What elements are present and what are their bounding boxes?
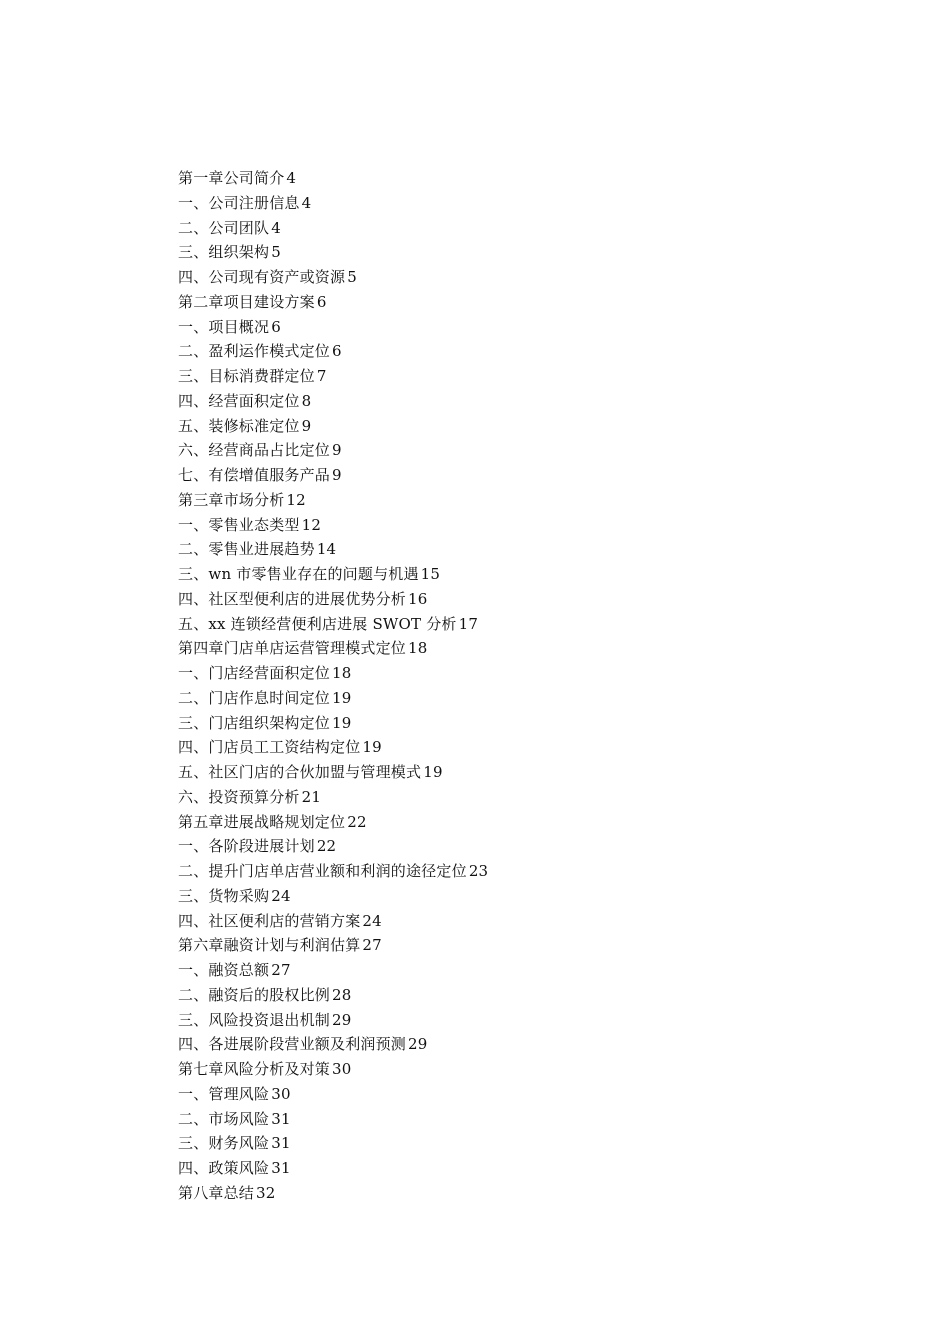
toc-entry-page-number: 16 <box>408 589 428 608</box>
toc-entry-title: 二、市场风险 <box>178 1109 270 1128</box>
toc-entry-title: 二、提升门店单店营业额和利润的途径定位 <box>178 862 467 880</box>
toc-entry-page-number: 24 <box>362 911 382 930</box>
toc-entry[interactable] <box>178 1032 878 1057</box>
toc-entry-page-number: 21 <box>301 787 322 806</box>
toc-entry-page-number: 9 <box>301 416 312 435</box>
toc-entry[interactable] <box>178 1107 878 1132</box>
toc-entry-page-number: 4 <box>286 169 297 187</box>
toc-entry-page-number: 19 <box>362 738 382 757</box>
toc-entry-page-number: 27 <box>362 936 382 955</box>
toc-entry-title: 五、装修标准定位 <box>178 416 300 435</box>
toc-entry-title: 第七章风险分析及对策 <box>178 1060 331 1078</box>
toc-entry-title: 六、经营商品占比定位 <box>178 441 331 460</box>
toc-entry[interactable] <box>178 834 878 859</box>
toc-entry-page-number: 9 <box>332 466 342 484</box>
toc-entry[interactable] <box>178 1181 878 1206</box>
toc-entry-page-number: 15 <box>420 565 441 583</box>
toc-entry[interactable] <box>178 537 878 562</box>
toc-entry-title: 二、融资后的股权比例 <box>178 985 331 1004</box>
toc-entry-page-number: 6 <box>332 342 342 361</box>
toc-entry-title: 四、社区便利店的营销方案 <box>178 911 361 930</box>
toc-entry-page-number: 22 <box>347 812 367 831</box>
toc-entry-title: 四、各进展阶段营业额及利润预测 <box>178 1035 407 1054</box>
toc-entry[interactable] <box>178 612 878 637</box>
toc-entry[interactable] <box>178 884 878 909</box>
toc-entry[interactable] <box>178 1057 878 1082</box>
toc-entry-title: 一、门店经营面积定位 <box>178 664 331 682</box>
toc-entry-title: 二、零售业进展趋势 <box>178 540 315 559</box>
toc-entry-page-number: 14 <box>316 540 337 559</box>
toc-entry[interactable] <box>178 265 878 290</box>
toc-entry-title: 三、wn 市零售业存在的问题与机遇 <box>178 565 419 583</box>
toc-entry-page-number: 4 <box>271 218 281 237</box>
toc-entry[interactable] <box>178 315 878 340</box>
toc-entry[interactable] <box>178 414 878 439</box>
toc-entry-page-number: 29 <box>332 1010 352 1029</box>
toc-entry-page-number: 19 <box>332 713 352 732</box>
toc-entry-page-number: 6 <box>271 317 281 336</box>
toc-entry-title: 二、盈利运作模式定位 <box>178 342 331 361</box>
toc-entry[interactable] <box>178 166 878 191</box>
toc-entry[interactable] <box>178 636 878 661</box>
toc-entry[interactable] <box>178 1082 878 1107</box>
toc-entry-title: 第三章市场分析 <box>178 490 285 509</box>
toc-entry-title: 七、有偿增值服务产品 <box>178 466 331 484</box>
toc-entry-title: 三、门店组织架构定位 <box>178 713 331 732</box>
toc-entry-page-number: 12 <box>286 490 306 509</box>
toc-entry[interactable] <box>178 983 878 1008</box>
toc-entry-page-number: 8 <box>301 391 312 410</box>
toc-entry[interactable] <box>178 1008 878 1033</box>
toc-entry[interactable] <box>178 859 878 884</box>
toc-entry-title: 一、公司注册信息 <box>178 193 300 212</box>
toc-entry[interactable] <box>178 686 878 711</box>
toc-entry-page-number: 6 <box>316 292 327 311</box>
toc-entry[interactable] <box>178 389 878 414</box>
toc-entry[interactable] <box>178 735 878 760</box>
toc-entry[interactable] <box>178 339 878 364</box>
toc-entry-page-number: 19 <box>423 763 443 781</box>
toc-entry-page-number: 29 <box>408 1035 428 1054</box>
toc-entry-title: 二、公司团队 <box>178 218 270 237</box>
toc-entry[interactable] <box>178 1131 878 1156</box>
toc-entry[interactable] <box>178 711 878 736</box>
toc-entry-title: 第八章总结 <box>178 1183 255 1202</box>
toc-entry-page-number: 27 <box>271 961 291 979</box>
toc-entry-page-number: 4 <box>301 193 312 212</box>
toc-entry-title: 五、社区门店的合伙加盟与管理模式 <box>178 763 422 781</box>
toc-entry-page-number: 24 <box>271 886 291 905</box>
toc-entry-title: 一、各阶段进展计划 <box>178 837 315 856</box>
toc-entry-page-number: 7 <box>316 367 327 385</box>
toc-entry-page-number: 31 <box>271 1109 291 1128</box>
toc-entry-page-number: 17 <box>458 614 479 633</box>
toc-entry[interactable] <box>178 191 878 216</box>
toc-entry[interactable] <box>178 562 878 587</box>
toc-entry-title: 三、财务风险 <box>178 1134 270 1153</box>
toc-entry[interactable] <box>178 587 878 612</box>
toc-entry[interactable] <box>178 216 878 241</box>
toc-entry-title: 六、投资预算分析 <box>178 787 300 806</box>
toc-entry-page-number: 5 <box>347 268 357 286</box>
toc-entry-title: 四、门店员工工资结构定位 <box>178 738 361 757</box>
toc-entry-page-number: 9 <box>332 441 342 460</box>
toc-entry[interactable] <box>178 810 878 835</box>
toc-entry-page-number: 12 <box>301 515 322 534</box>
toc-entry-title: 二、门店作息时间定位 <box>178 688 331 707</box>
toc-entry-title: 一、管理风险 <box>178 1084 270 1103</box>
toc-entry-title: 一、零售业态类型 <box>178 515 300 534</box>
toc-entry[interactable] <box>178 513 878 538</box>
toc-entry-page-number: 31 <box>271 1134 291 1153</box>
toc-entry-page-number: 30 <box>271 1084 291 1103</box>
toc-entry-title: 第五章进展战略规划定位 <box>178 812 346 831</box>
toc-entry-title: 第一章公司简介 <box>178 169 285 187</box>
toc-entry-page-number: 5 <box>271 243 281 262</box>
toc-entry[interactable] <box>178 463 878 488</box>
toc-entry[interactable] <box>178 1156 878 1181</box>
toc-entry-page-number: 30 <box>332 1060 352 1078</box>
toc-entry-title: 四、经营面积定位 <box>178 391 300 410</box>
toc-entry[interactable] <box>178 785 878 810</box>
toc-entry-page-number: 18 <box>408 639 428 658</box>
toc-entry-title: 一、项目概况 <box>178 317 270 336</box>
toc-entry[interactable] <box>178 760 878 785</box>
toc-entry[interactable] <box>178 933 878 958</box>
table-of-contents <box>178 166 878 1206</box>
toc-entry[interactable] <box>178 661 878 686</box>
toc-entry-page-number: 22 <box>316 837 337 856</box>
toc-entry[interactable] <box>178 364 878 389</box>
toc-entry[interactable] <box>178 438 878 463</box>
toc-entry[interactable] <box>178 290 878 315</box>
toc-entry-title: 四、公司现有资产或资源 <box>178 268 346 286</box>
toc-entry-title: 三、风险投资退出机制 <box>178 1010 331 1029</box>
toc-entry-title: 一、融资总额 <box>178 961 270 979</box>
toc-entry-title: 三、组织架构 <box>178 243 270 262</box>
toc-entry-page-number: 18 <box>332 664 352 682</box>
toc-entry-page-number: 32 <box>256 1183 276 1202</box>
toc-entry[interactable] <box>178 958 878 983</box>
toc-entry[interactable] <box>178 240 878 265</box>
toc-entry-title: 五、xx 连锁经营便利店进展 SWOT 分析 <box>178 614 457 633</box>
toc-entry-title: 三、目标消费群定位 <box>178 367 315 385</box>
toc-entry-page-number: 23 <box>468 862 489 880</box>
toc-entry-title: 四、社区型便利店的进展优势分析 <box>178 589 407 608</box>
toc-entry-title: 第六章融资计划与利润估算 <box>178 936 361 955</box>
toc-entry-title: 第二章项目建设方案 <box>178 292 315 311</box>
toc-entry-title: 第四章门店单店运营管理模式定位 <box>178 639 407 658</box>
toc-entry-page-number: 31 <box>271 1159 291 1177</box>
toc-entry-page-number: 28 <box>332 985 352 1004</box>
toc-entry[interactable] <box>178 488 878 513</box>
toc-entry[interactable] <box>178 909 878 934</box>
toc-entry-title: 四、政策风险 <box>178 1159 270 1177</box>
toc-entry-page-number: 19 <box>332 688 352 707</box>
toc-entry-title: 三、货物采购 <box>178 886 270 905</box>
